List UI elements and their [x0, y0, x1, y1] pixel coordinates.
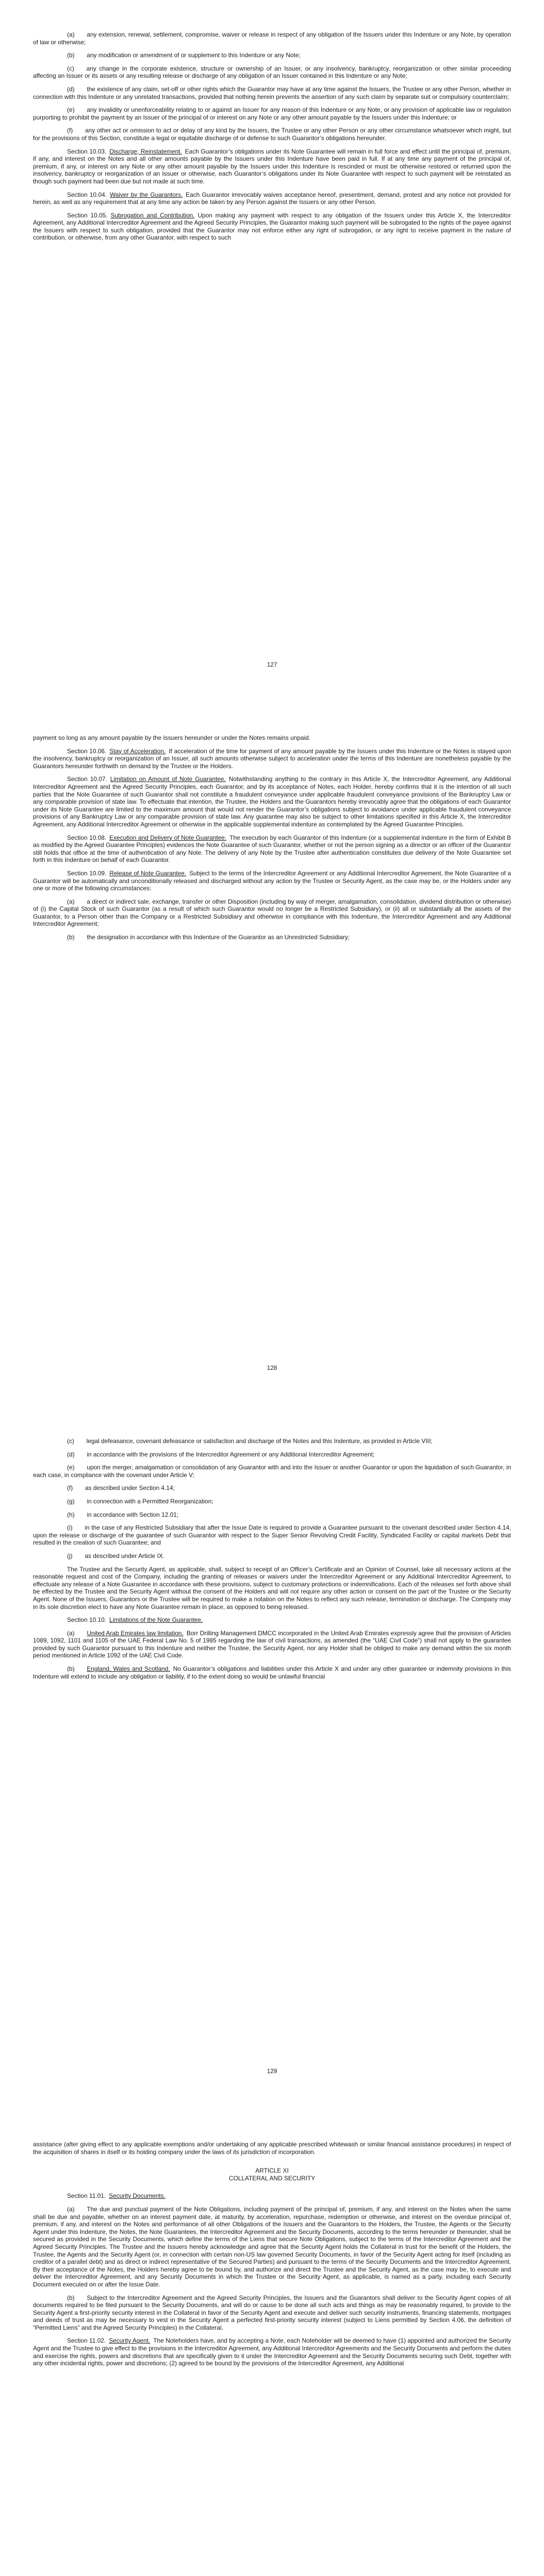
list-item: (a) any extension, renewal, settlement, compromise, waiver or release in respect of any obligation of the Issuers under this Indenture or any Note, by operation of law or otherwise; — [33, 31, 511, 46]
section-10-04: Section 10.04. Waiver by the Guarantors. Each Guarantor irrevocably waives acceptance hereof, presentment, demand, protest and any notice not provided for herein, as well as any requirement that at any time any action be taken by any Person against the Issuers or any other Person. — [33, 191, 512, 206]
section-title: Limitation on Amount of Note Guarantee. — [110, 775, 226, 783]
list-item: (j) as described under Article IX. — [67, 1552, 165, 1560]
section-10-06: Section 10.06. Stay of Acceleration. If acceleration of the time for payment of any amount payable by the Issuers under this Indenture or the Notes is stayed upon the insolvency, bankruptcy or reorganization of an Issuer, all such amounts otherwise subject to acceleration under the terms of this Indenture are nonetheless payable by the Guarantors hereunder forthwith on demand by the Trustee or the Holders. — [33, 747, 511, 770]
continued-paragraph: assistance (after giving effect to any applicable exemptions and/or undertaking of any applicable prescribed whitewash or similar financial assistance procedures) in respect of the acquisition of shares in itself or its holding company under the laws of its jurisdiction of incorporation. — [33, 2141, 511, 2156]
section-10-07: Section 10.07. Limitation on Amount of Note Guarantee. Notwithstanding anything to the contrary in this Article X, the Intercreditor Agreement, any Additional Intercreditor Agreement and the Agreed Security Principles, each Guarantor, and by its acceptance of Notes, each Holder, hereby confirms that it is the intention of all such parties that the Note Guarantee of such Guarantor shall not constitute a fraudulent conveyance under applicable fraudulent conveyance provisions of the Bankruptcy Law or any comparable provision of state law. To effectuate that intention, the Trustee, the Holders and the Guarantors hereby irrevocably agree that the obligations of each Guarantor under its Note Guarantee are limited to the maximum amount that would not render the Guarantor’s obligations subject to avoidance under applicable fraudulent conveyance provisions of any Bankruptcy Law or any comparable provision of state law. Any guarantee may also be subject to other limitations specified in this Article X, the Intercreditor Agreement, any Additional Intercreditor Agreement or otherwise in the applicable supplemental indenture as contemplated by the Agreed Guarantee Principles. — [33, 775, 511, 828]
item-title: United Arab Emirates law limitation. — [87, 1629, 184, 1637]
page-content — [33, 31, 511, 247]
list-item: (g) in connection with a Permitted Reorganization; — [67, 1497, 213, 1505]
section-10-09: Section 10.09. Release of Note Guarantee. Subject to the terms of the Intercreditor Agreement or any Additional Intercreditor Agreement, the Note Guarantee of a Guarantor will be automatically and unconditionally released and discharged without any action by the Trustee or Security Agent, as the case may be, or the Holders under any one or more of the following circumstances: — [33, 869, 511, 892]
list-item: (e) any invalidity or unenforceability relating to or against an Issuer for any reason of this Indenture or any Note, or any provision of applicable law or regulation purporting to prohibit the payment by an Issuer of the principal of or interest on any Note or any other amount payable by the Issuers under this Indenture; or — [33, 106, 511, 121]
list-item: (a) a direct or indirect sale, exchange, transfer or other Disposition (including by way of merger, amalgamation, consolidation, dividend distribution or otherwise) of (i) the Capital Stock of such Guarantor (as a result of which such Guarantor would no longer be a Restricted Subsidiary), or (ii) all or substantially all the assets of the Guarantor, to a Person other than the Company or a Restricted Subsidiary and otherwise in compliance with this Indenture, the Intercreditor Agreement and any Additional Intercreditor Agreement; — [33, 897, 511, 928]
section-10-10: Section 10.10. Limitations of the Note Guarantee. — [67, 1616, 203, 1624]
list-item: (c) any change in the corporate existence, structure or ownership of an Issuer, or any insolvency, bankruptcy, reorganization or other similar proceeding affecting an Issuer or its assets or any resulting release or discharge of any obligation of an Issuer contained in this Indenture or any Note; — [33, 64, 511, 80]
section-11-01: Section 11.01. Security Documents. — [67, 2192, 166, 2200]
article-heading — [33, 2167, 511, 2182]
page-content — [33, 1437, 511, 1686]
section-title: Discharge; Reinstatement. — [109, 147, 182, 155]
list-item: (f) any other act or omission to act or delay of any kind by the Issuers, the Trustee or any other Person or any other circumstance whatsoever which might, but for the provisions of this Section, constitute a legal or equitable discharge of or defense to such Guarantor’s obligations hereunder. — [33, 127, 511, 142]
list-item: (b) Subject to the Intercreditor Agreement and the Agreed Security Principles, the Issuers and the Guarantors shall deliver to the Security Agent copies of all documents required to be filed pursuant to the Security Documents, and will do or cause to be done all such acts and things as may be reasonably required, to provide to the Security Agent a first-priority security interest in the Collateral in favor of the Security Agent and execute and deliver such security instruments, financing statements, mortgages and deeds of trust as may be necessary to vest in the Security Agent a perfected first-priority security interest (subject to Liens permitted by Section 4.06, the definition of “Permitted Liens” and the Agreed Security Principles) in the Collateral. — [33, 2294, 511, 2331]
section-title: Execution and Delivery of Note Guarantee. — [109, 834, 227, 841]
page-number: 127 — [267, 661, 277, 668]
section-title: Stay of Acceleration. — [109, 747, 166, 755]
section-title: Waiver by the Guarantors. — [109, 191, 183, 198]
list-item: (i) in the case of any Restricted Subsidiary that after the Issue Date is required to provide a Guarantee pursuant to the covenant described under Section 4.14, upon the release or discharge of the guarantee of such Guarantor with respect to the Super Senior Revolving Credit Facility, Syndicated Facility or capital markets Debt that resulted in the creation of such Guarantee; and — [33, 1524, 511, 1547]
release-paragraph: The Trustee and the Security Agent, as applicable, shall, subject to receipt of an Officer’s Certificate and an Opinion of Counsel, take all necessary actions at the reasonable request and cost of the Company, including the granting of releases or waivers under the Intercreditor Agreement or any Additional Intercreditor Agreement, to effectuate any release of a Note Guarantee in accordance with these provisions, subject to customary protections or indemnifications. Each of the releases set forth above shall be effected by the Trustee and the Security Agent without the consent of the Holders and will not require any other action or consent on the part of the Trustee or the Security Agent. None of the Issuers, Guarantors or the Trustee will be required to make a notation on the Notes to reflect any such release, termination or discharge. The Company may in its sole discretion elect to have any Note Guarantee remain in place, as opposed to being released. — [33, 1565, 511, 1611]
section-title: Subrogation and Contribution. — [110, 211, 195, 219]
list-item: (f) as described under Section 4.14; — [67, 1484, 175, 1492]
list-item: (b) any modification or amendment of or supplement to this Indenture or any Note; — [67, 52, 301, 59]
list-item: (d) the existence of any claim, set-off or other rights which the Guarantor may have at any time against the Issuers, the Trustee or any other Person, whether in connection with this Indenture or any unrelated transactions, provided that nothing herein prevents the assertion of any such claim by separate suit or compulsory counterclaim; — [33, 85, 511, 100]
section-title: Security Agent. — [109, 2337, 151, 2345]
page-content — [33, 734, 511, 947]
section-title: Security Documents. — [109, 2192, 166, 2200]
section-10-05: Section 10.05. Subrogation and Contribution. Upon making any payment with respect to any obligation of the Issuers under this Article X, the Intercreditor Agreement, any Additional Intercreditor Agreement and the Agreed Security Principles, the Guarantor making such payment will be subrogated to the rights of the payee against the Issuers with respect to such obligation, provided that the Guarantor may not enforce either any right of subrogation, or any right to receive payment in the nature of contribution, or otherwise, from any other Guarantor, with respect to such — [33, 211, 511, 242]
list-item: (e) upon the merger, amalgamation or consolidation of any Guarantor with and into the Issuer or another Guarantor or upon the liquidation of such Guarantor, in each case, in compliance with the covenant under Article V; — [33, 1464, 511, 1479]
continued-paragraph: payment so long as any amount payable by the Issuers hereunder or under the Notes remains unpaid. — [33, 734, 311, 741]
item-title: England, Wales and Scotland. — [87, 1665, 170, 1673]
section-10-08: Section 10.08. Execution and Delivery of Note Guarantee. The execution by each Guarantor of this Indenture (or a supplemental indenture in the form of Exhibit B as modified by the Agreed Guarantee Principles) evidences the Note Guarantee of such Guarantor, whether or not the person signing as a director or an officer of the Guarantor still holds that office at the time of authentication of any Note. The delivery of any Note by the Trustee after authentication constitutes due delivery of the Note Guarantee set forth in this Indenture on behalf of each Guarantor. — [33, 834, 511, 864]
list-item: (b) the designation in accordance with this Indenture of the Guarantor as an Unrestricted Subsidiary; — [67, 934, 350, 941]
article-title: COLLATERAL AND SECURITY — [228, 2174, 316, 2182]
list-item: (d) in accordance with the provisions of the Intercreditor Agreement or any Additional Intercreditor Agreement; — [67, 1450, 375, 1458]
section-title: Release of Note Guarantee. — [109, 869, 187, 877]
section-10-03: Section 10.03. Discharge; Reinstatement. Each Guarantor’s obligations under its Note Guarantee will remain in full force and effect until the principal of, premium, if any, and interest on the Notes and all other amounts payable by the Issuers under this Indenture have been paid in full. If at any time any payment of the principal of, premium, if any, or interest on any Note or any other amount payable by the Issuers under this Indenture is rescinded or must be otherwise restored or returned upon the insolvency, bankruptcy or reorganization of an Issuer or otherwise, each Guarantor’s obligations under its Note Guarantee with respect to such payment will be reinstated as though such payment had been due but not made at such time. — [33, 147, 511, 185]
list-item: (c) legal defeasance, covenant defeasance or satisfaction and discharge of the Notes and this Indenture, as provided in Article VIII; — [67, 1437, 433, 1445]
section-11-02: Section 11.02. Security Agent. The Noteholders have, and by accepting a Note, each Noteholder will be deemed to have (1) appointed and authorized the Security Agent and the Trustee to give effect to the provisions in the Intercreditor Agreement, any Additional Intercreditor Agreements and the Security Documents and perform the duties and exercise the rights, powers and discretions that are specifically given to it under the Intercreditor Agreement and the Security Documents securing such Debt, together with any other incidental rights, power and discretions; (2) agreed to be bound by the provisions of the Intercreditor Agreement, any Additional — [33, 2337, 511, 2367]
list-item: (b) England, Wales and Scotland. No Guarantor’s obligations and liabilities under this Article X and under any other guarantee or indemnity provisions in this Indenture will extend to include any obligation or liability, if to the extent doing so would be unlawful financial — [33, 1665, 511, 1680]
section-title: Limitations of the Note Guarantee. — [109, 1616, 203, 1624]
article-number: ARTICLE XI — [255, 2167, 289, 2175]
list-item: (h) in accordance with Section 12.01; — [67, 1511, 179, 1518]
page-number: 129 — [267, 2067, 277, 2075]
page-content — [33, 2141, 511, 2373]
list-item: (a) The due and punctual payment of the Note Obligations, including payment of the principal of, premium, if any, and interest on the Notes when the same shall be due and payable, whether on an interest payment date, at maturity, by acceleration, repurchase, redemption or otherwise, and interest on the overdue principal of, premium, if any, and interest on the Notes and performance of all other Obligations of the Issuers and the Guarantors to the Holders, the Trustee, the Agents or the Security Agent under this Indenture, the Notes, the Note Guarantees, the Intercreditor Agreement and the Security Documents, according to the terms hereunder or thereunder, shall be secured as provided in the Security Documents, which define the terms of the Liens that secure Note Obligations, subject to the terms of the Intercreditor Agreement and the Agreed Security Principles. The Trustee and the Issuers hereby acknowledge and agree that the Security Agent holds the Collateral in trust for the benefit of the Holders, the Trustee, the Agents and the Security Agent (or, in connection with certain non-US law governed Security Documents, in favor of the Security Agent acting for itself (including as creditor of a parallel debt) and as direct or indirect representative of the Secured Parties) and pursuant to the terms of the Security Documents and the Intercreditor Agreement. By their acceptance of the Notes, the Holders hereby agree to be bound by, and authorize and direct the Trustee and the Security Agent, as the case may be, to execute and deliver the Intercreditor Agreement, and any Security Documents in which the Trustee or the Security Agent, as applicable, is named as a party, including each Security Document executed on or after the Issue Date. — [33, 2205, 511, 2288]
list-item: (a) United Arab Emirates law limitation. Borr Drilling Management DMCC incorporated in the United Arab Emirates expressly agree that the provision of Articles 1089, 1092, 1101 and 1105 of the UAE Federal Law No. 5 of 1985 regarding the law of civil transactions, as amended (the “UAE Civil Code”) shall not apply to the guarantee provided by such Guarantor pursuant to this Indenture and neither the Trustee, the Security Agent, nor any Holder shall be obliged to make any demand within the six month period mentioned in Article 1092 of the UAE Civil Code. — [33, 1629, 511, 1659]
page-number: 128 — [267, 1364, 277, 1371]
